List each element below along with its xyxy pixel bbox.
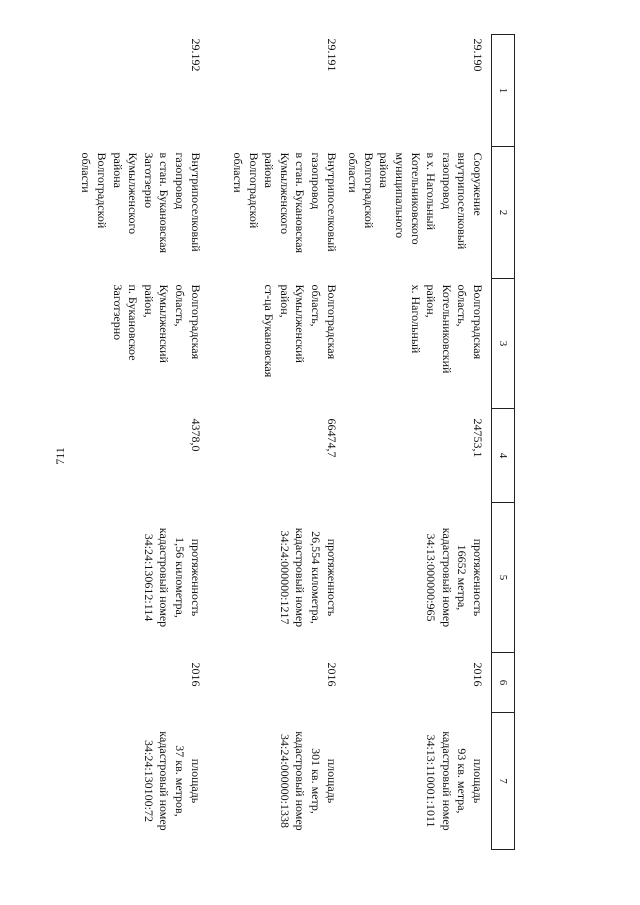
object-description: протяженность 26,554 километра, кадастровый номер 34:24:000000:1217 — [277, 527, 339, 628]
table-header — [492, 35, 515, 850]
property-table — [73, 34, 515, 850]
object-description: протяженность 16652 метра, кадастровый номер 34:13:000000:965 — [424, 527, 485, 628]
object-name: Внутрипоселковый газопровод в стан. Букановская Заготзерно Кумылженского района Волгоградской области — [79, 152, 203, 254]
table-row — [73, 35, 209, 850]
object-address: Волгоградская область, Кумылженский район, п. Букановское Заготзерно — [110, 284, 203, 363]
object-name: Сооружение внутрипоселковый газопровод в х. Нагольный Котельниковского муниципального района Волгоградской области — [346, 152, 485, 250]
table-row — [345, 35, 492, 850]
object-value: 4378,0 — [188, 418, 203, 452]
column-header: 3 — [492, 279, 515, 409]
land-plot-info: площадь 301 кв. метр, кадастровый номер 34:24:000000:1338 — [277, 731, 339, 831]
object-year: 2016 — [188, 662, 203, 687]
row-number: 29.192 — [188, 38, 203, 72]
column-header: 2 — [492, 147, 515, 279]
object-address: Волгоградская область, Кумылженский район, ст-ца Букановская — [262, 284, 339, 378]
object-name: Внутрипоселковый газопровод в стан. Букановская Кумылженского района Волгоградской области — [231, 152, 339, 254]
page-number: 711 — [53, 447, 67, 465]
object-description: протяженность 1,56 километра, кадастровый номер 34:24:130612:114 — [141, 527, 203, 628]
land-plot-info: площадь 93 кв. метра, кадастровый номер 34:13:110001:1011 — [424, 731, 485, 831]
column-header: 6 — [492, 653, 515, 713]
table-body — [73, 35, 492, 850]
column-header: 7 — [492, 713, 515, 850]
column-header: 4 — [492, 409, 515, 503]
column-header: 1 — [492, 35, 515, 147]
land-plot-info: площадь 37 кв. метров, кадастровый номер 34:24:130100:72 — [141, 731, 203, 831]
object-value: 66474,7 — [324, 418, 339, 458]
row-number: 29.191 — [324, 38, 339, 72]
object-year: 2016 — [471, 662, 485, 687]
object-value: 24753,1 — [471, 418, 485, 458]
object-address: Волгоградская область, Котельниковский район, х. Нагольный — [408, 284, 485, 374]
column-header: 5 — [492, 503, 515, 653]
document-page — [79, 34, 515, 849]
row-number: 29.190 — [471, 38, 485, 72]
object-year: 2016 — [324, 662, 339, 687]
table-row — [209, 35, 345, 850]
